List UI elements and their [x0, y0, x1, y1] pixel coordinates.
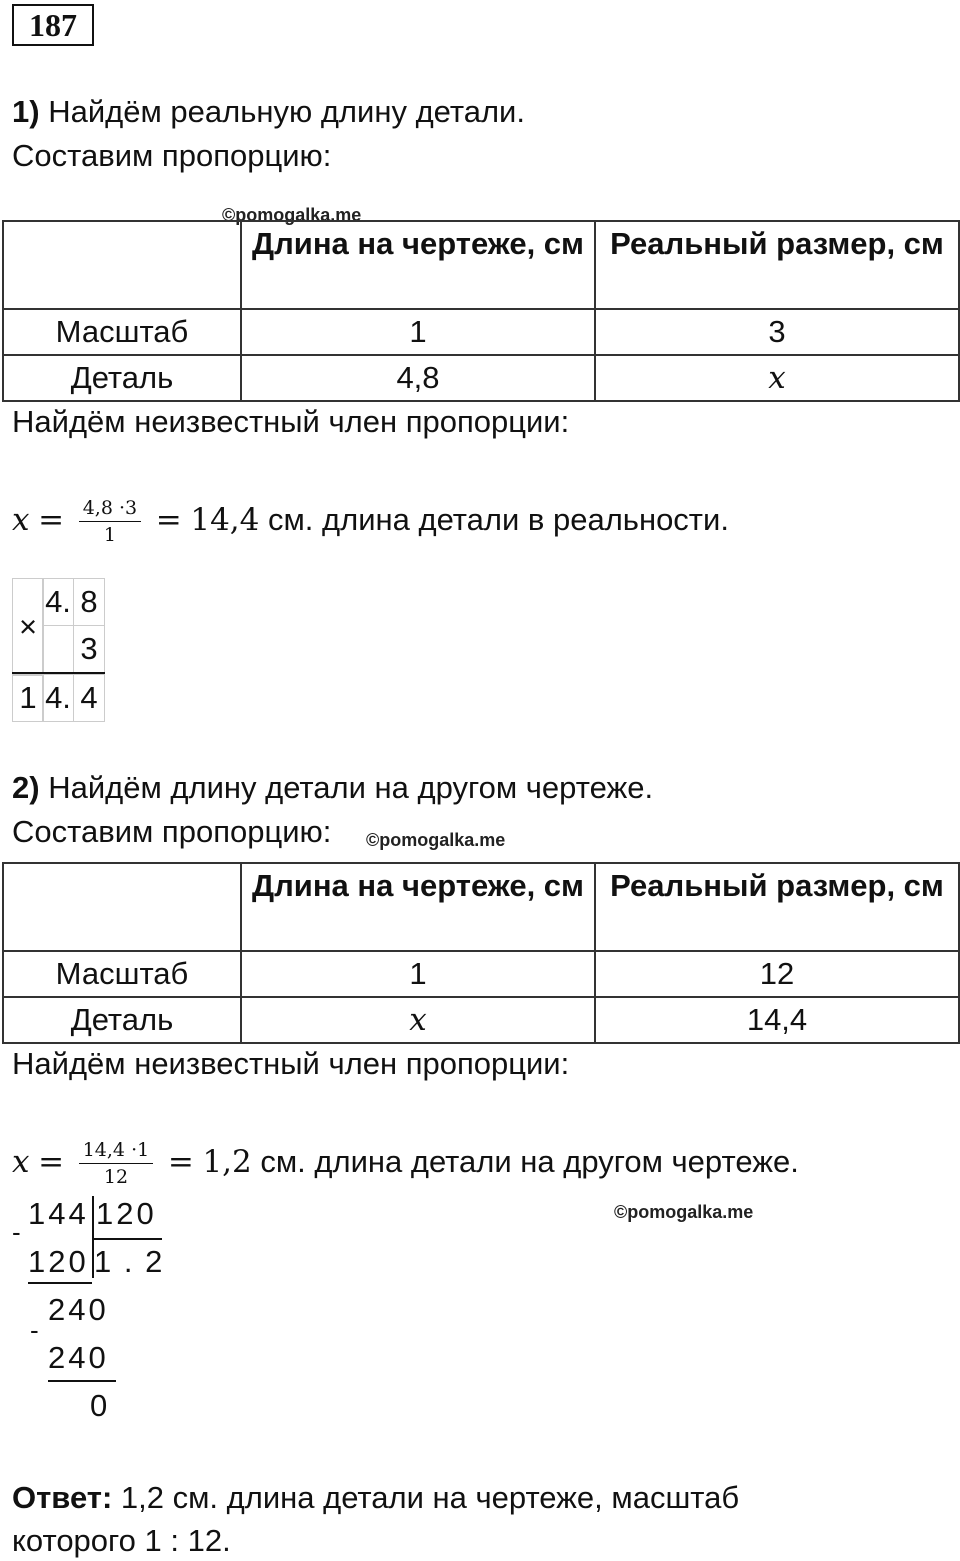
division-quotient: 1 . 2 [94, 1244, 165, 1279]
formula-fraction [79, 1137, 153, 1190]
division-line [28, 1282, 92, 1284]
formula-equals: = [167, 1144, 194, 1180]
part1-find-text: Найдём неизвестный член пропорции: [12, 404, 570, 439]
fraction-denominator: 12 [103, 1166, 129, 1189]
answer-line1 [12, 1478, 739, 1518]
answer-text: 1,2 см. длина детали на чертеже, масштаб [112, 1480, 740, 1515]
mult-digit: 3 [73, 625, 105, 673]
table-cell: Деталь [3, 997, 241, 1043]
answer-label: Ответ: [12, 1480, 113, 1515]
division-minus: - [12, 1217, 24, 1247]
table-header-row [3, 221, 959, 309]
formula-tail: см. длина детали на другом чертеже. [251, 1144, 799, 1179]
division-dividend: 144 [28, 1196, 89, 1231]
division-bracket-horizontal [92, 1238, 162, 1240]
formula-equals: = [38, 1144, 65, 1180]
mult-digit: 4 [73, 674, 105, 722]
watermark: ©pomogalka.me [222, 205, 362, 225]
table-header-real-size: Реальный размер, см [595, 863, 959, 951]
division-subtrahend: 240 [48, 1340, 109, 1375]
table-header-empty [3, 863, 241, 951]
fraction-denominator: 1 [103, 524, 116, 547]
problem-number: 187 [12, 4, 94, 46]
formula-variable: x [12, 502, 30, 538]
formula-fraction [79, 495, 141, 548]
formula-equals: = [38, 502, 65, 538]
fraction-numerator: 4,8 ·3 [79, 495, 141, 522]
part2-heading-text: Найдём длину детали на другом чертеже. [48, 770, 654, 805]
formula-variable: x [12, 1144, 30, 1180]
part2-heading [12, 768, 653, 808]
table-cell-variable: x [595, 355, 959, 401]
table-cell-variable: x [241, 997, 595, 1043]
table-cell: Деталь [3, 355, 241, 401]
part2-formula [12, 1132, 799, 1192]
part2-label: 2) [12, 770, 40, 805]
table-header-real-size: Реальный размер, см [595, 221, 959, 309]
multiply-sign: × [12, 578, 44, 676]
table-cell: 3 [595, 309, 959, 355]
division-remainder: 240 [48, 1292, 109, 1327]
part1-formula [12, 490, 729, 550]
mult-digit [42, 625, 74, 673]
table-header-drawing-length: Длина на чертеже, см [241, 221, 595, 309]
mult-digit: 8 [73, 578, 105, 626]
part1-heading [12, 92, 525, 132]
table-cell: Масштаб [3, 951, 241, 997]
answer-line2: которого 1 : 12. [12, 1523, 231, 1558]
part2-make-proportion: Составим пропорцию: [12, 814, 332, 849]
table-cell: 14,4 [595, 997, 959, 1043]
part1-label: 1) [12, 94, 40, 129]
table-cell: 12 [595, 951, 959, 997]
fraction-numerator: 14,4 ·1 [79, 1137, 153, 1164]
mult-digit: 4. [42, 674, 74, 722]
table-row [3, 997, 959, 1043]
part2-find-text: Найдём неизвестный член пропорции: [12, 1046, 570, 1081]
table-cell: 1 [241, 951, 595, 997]
table-header-empty [3, 221, 241, 309]
table-cell: 1 [241, 309, 595, 355]
long-division [10, 1192, 170, 1428]
part1-make-proportion: Составим пропорцию: [12, 138, 332, 173]
column-multiplication [12, 578, 106, 722]
table-row [3, 951, 959, 997]
division-minus: - [30, 1315, 42, 1345]
division-divisor: 120 [96, 1196, 157, 1231]
table-header-row [3, 863, 959, 951]
table-row [3, 355, 959, 401]
part1-table [2, 220, 960, 402]
mult-digit: 4. [42, 578, 74, 626]
formula-tail: см. длина детали в реальности. [259, 502, 729, 537]
watermark: ©pomogalka.me [614, 1202, 754, 1222]
division-subtrahend: 120 [28, 1244, 89, 1279]
formula-equals: = [155, 502, 182, 538]
table-cell: Масштаб [3, 309, 241, 355]
watermark: ©pomogalka.me [366, 830, 506, 850]
mult-digit: 1 [12, 674, 44, 722]
part1-heading-text: Найдём реальную длину детали. [48, 94, 525, 129]
division-line [48, 1380, 116, 1382]
formula-result: 14,4 [190, 502, 260, 538]
division-final-remainder: 0 [90, 1388, 111, 1423]
formula-result: 1,2 [202, 1144, 252, 1180]
part2-table [2, 862, 960, 1044]
table-row [3, 309, 959, 355]
table-cell: 4,8 [241, 355, 595, 401]
table-header-drawing-length: Длина на чертеже, см [241, 863, 595, 951]
